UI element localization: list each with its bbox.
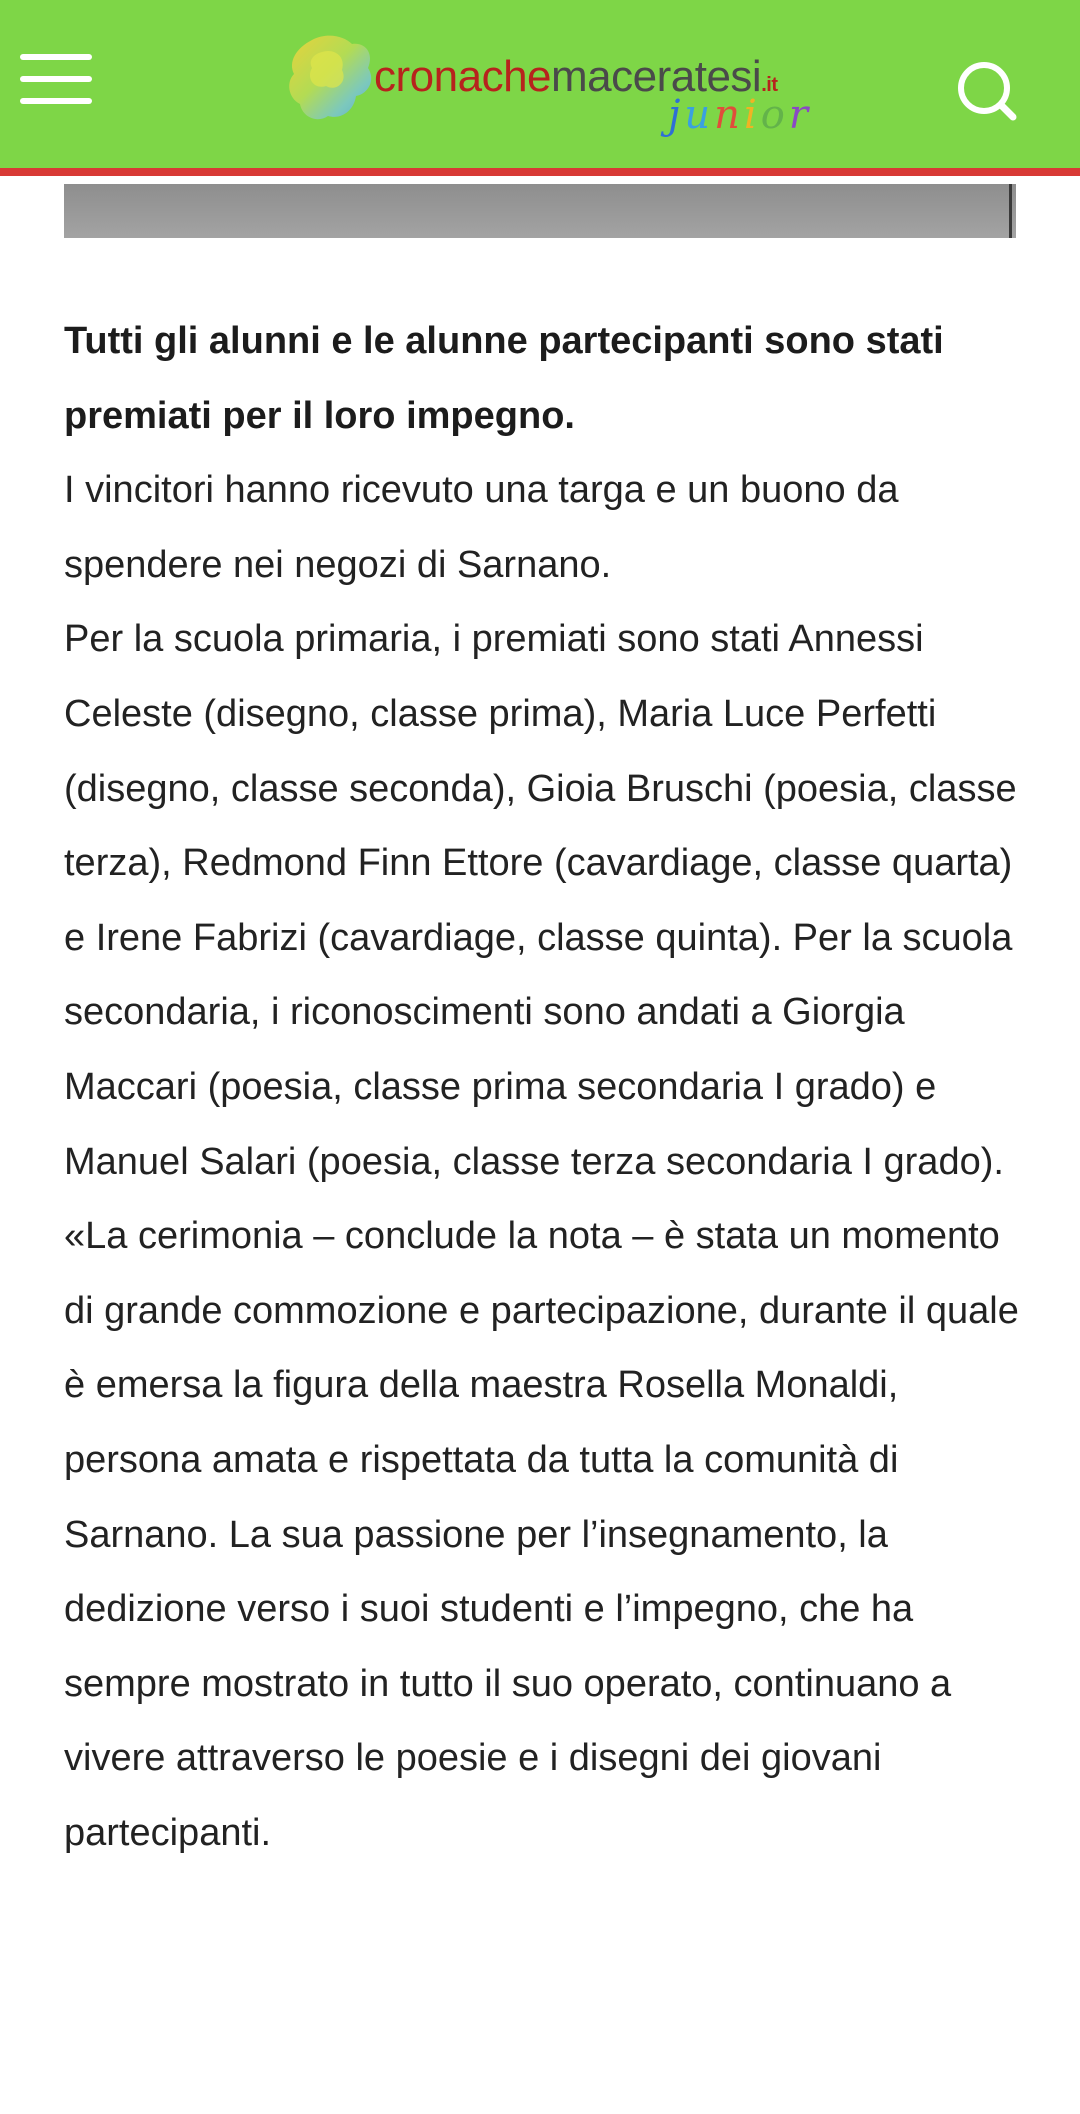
menu-bar-top (20, 54, 92, 60)
logo-subtitle (668, 92, 812, 138)
article-paragraph: Per la scuola primaria, i premiati sono stati Annessi Celeste (disegno, classe prima), Maria Luce Perfetti (disegno, classe seconda), Gioia Bruschi (poesia, classe terza), Redmond Finn Ettore (cavardiage, classe quarta) e Irene Fabrizi (cavardiage, classe quinta). Per la scuola secondaria, i riconoscimenti sono andati a Giorgia Maccari (poesia, classe prima secondaria I grado) e Manuel Salari (poesia, classe terza secondaria I grado). (64, 618, 1017, 1183)
article-paragraph: «La cerimonia – conclude la nota – è stata un momento di grande commozione e partecipazione, durante il quale è emersa la figura della maestra Rosella Monaldi, persona amata e rispettata da tutta la comunità di Sarnano. La sua passione per l’insegnamento, la dedizione verso i suoi studenti e l’impegno, che ha sempre mostrato in tutto il suo operato, continuano a vivere attraverso le poesie e i disegni dei giovani partecipanti. (64, 1215, 1019, 1854)
article-body (64, 304, 1024, 1870)
article-image (64, 184, 1016, 238)
logo-subtitle-letter: j (668, 92, 685, 138)
article-lead: Tutti gli alunni e le alunne partecipanti sono stati premiati per il loro impegno. (64, 320, 944, 437)
logo-text-tld: .it (761, 74, 778, 96)
logo-text-part1: cronache (374, 52, 552, 101)
logo-subtitle-letter: i (743, 92, 761, 138)
logo-subtitle-letter: o (760, 92, 789, 138)
logo-map-icon (282, 30, 382, 130)
menu-bar-middle (20, 76, 92, 82)
logo-subtitle-letter: u (684, 92, 715, 138)
menu-bar-bottom (20, 98, 92, 104)
logo-subtitle-letter: r (788, 92, 812, 138)
hamburger-menu-icon[interactable] (20, 54, 92, 104)
logo-text-part2: maceratesi (551, 52, 762, 101)
site-logo[interactable] (282, 26, 812, 146)
logo-subtitle-letter: n (714, 92, 744, 138)
site-header (0, 0, 1080, 176)
search-icon[interactable] (956, 60, 1018, 122)
article-paragraph: I vincitori hanno ricevuto una targa e un buono da spendere nei negozi di Sarnano. (64, 469, 899, 586)
